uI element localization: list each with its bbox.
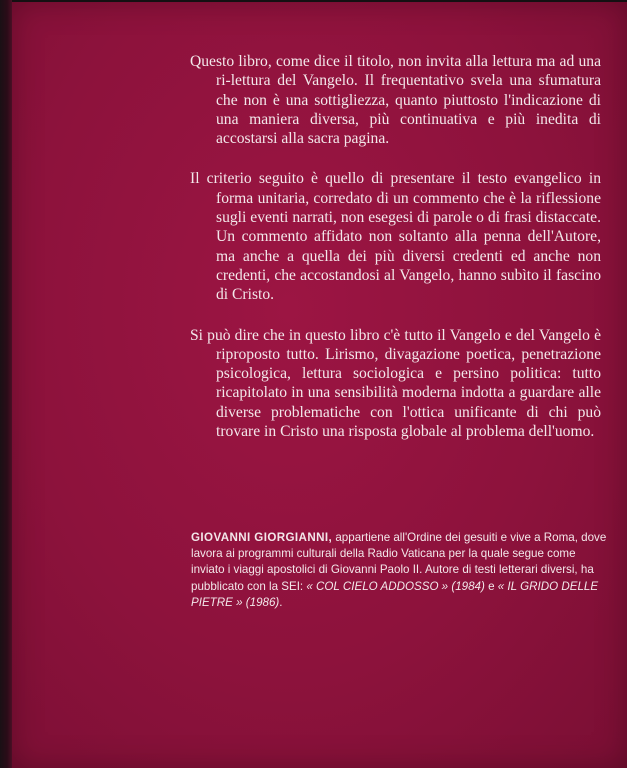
cover-left-edge [0,0,12,768]
blurb-paragraph-2-text: Il criterio seguito è quello di presentare il testo evangelico in forma unitaria, corredato di un commento che è la riflessione sugli eventi narrati, non esegesi di parole o di frasi distaccate. Un commento affidato non soltanto alla penna dell'Autore, ma anche a quella dei più diversi credenti ed anche non credenti, che accostandosi al Vangelo, hanno subìto il fascino di Cristo. [190,170,601,304]
book-title-1: « COL CIELO ADDOSSO » (1984) [306,579,485,593]
author-bio-conjunction: e [484,579,498,593]
author-bio-text: appartiene all'Ordine dei gesuiti e vive a Roma, dove lavora ai programmi culturali della Radio Vaticana per la quale segue come inviato i viaggi apostolici di Giovanni Paolo II. Autore di testi letterari diversi, ha pubblicato con la SEI: [191,531,607,593]
blurb-text [190,52,601,462]
blurb-paragraph-3 [190,326,601,442]
author-bio [191,530,611,611]
book-title-2: « IL GRIDO DELLE PIETRE » (1986) [191,579,599,609]
author-bio-end: . [279,595,283,609]
blurb-paragraph-1-text: Questo libro, come dice il titolo, non invita alla lettura ma ad una ri-lettura del Vangelo. Il frequentativo svela una sfumatura che non è una sottigliezza, quanto piuttosto l'indicazione di una maniera diversa, più continuativa e più inedita di accostarsi alla sacra pagina. [190,53,601,148]
blurb-paragraph-3-text: Si può dire che in questo libro c'è tutto il Vangelo e del Vangelo è riproposto tutto. Lirismo, divagazione poetica, penetrazione psicologica, lettura sociologica e persino politica: tutto ricapitolato in una sensibilità moderna indotta a guardare alle diverse problematiche con l'ottica unificante di chi può trovare in Cristo una risposta globale al problema dell'uomo. [190,326,601,441]
author-name: GIOVANNI GIORGIANNI, [191,531,333,544]
blurb-paragraph-2 [190,169,601,304]
blurb-paragraph-1 [190,52,601,148]
